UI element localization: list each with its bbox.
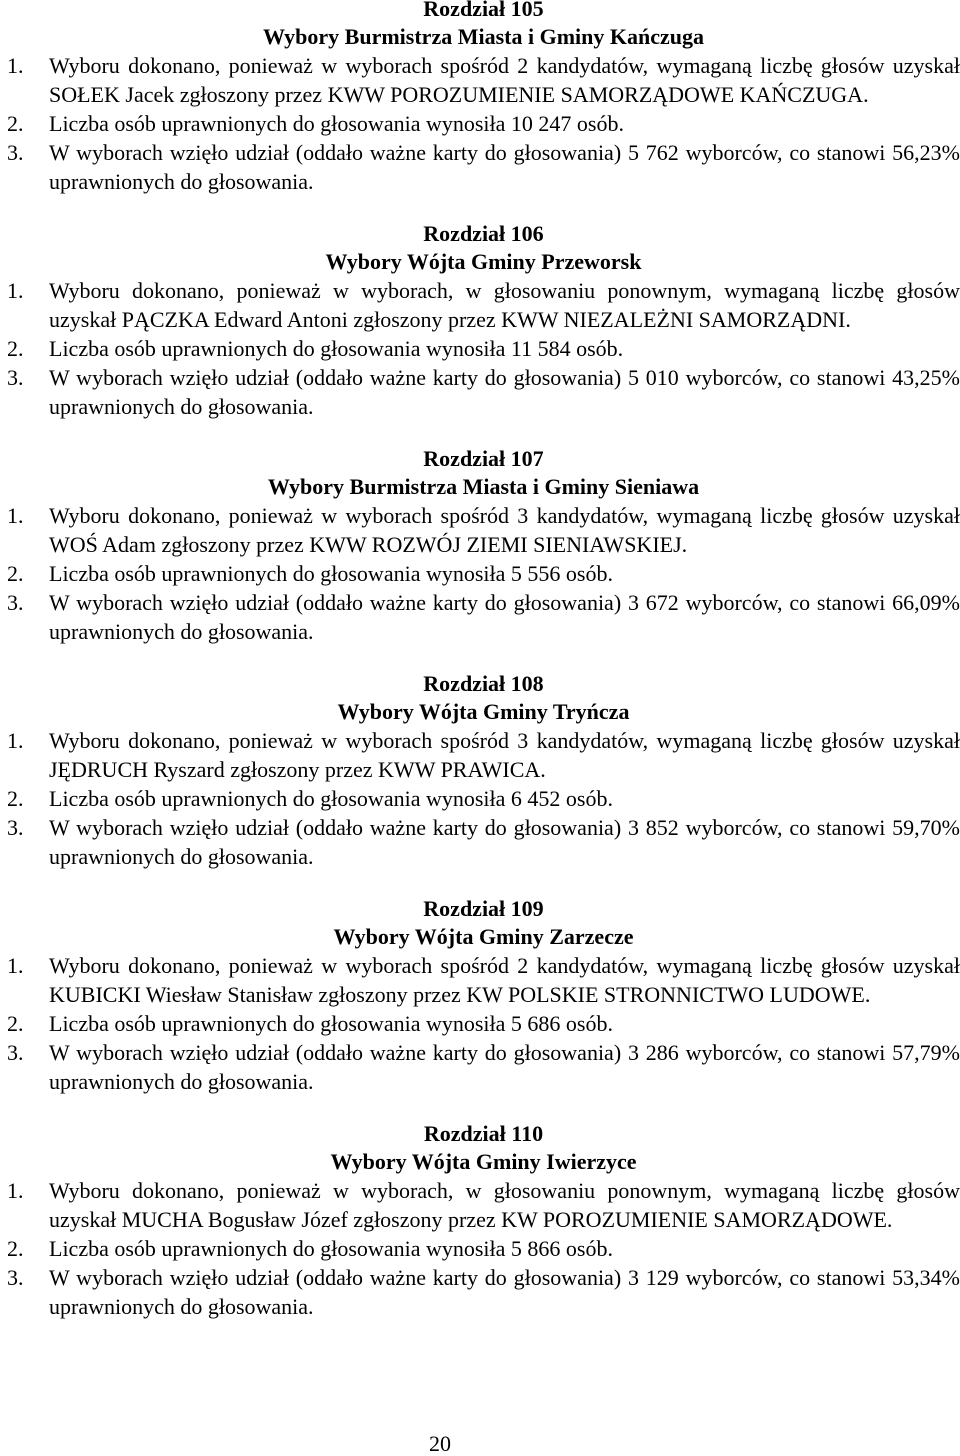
item-text: Liczba osób uprawnionych do głosowania wynosiła 11 584 osób. (49, 336, 624, 361)
item-number: 2. (7, 336, 24, 361)
list-item (7, 1234, 960, 1263)
list-item (7, 1038, 960, 1096)
item-number: 2. (7, 1011, 24, 1036)
item-text: Liczba osób uprawnionych do głosowania wynosiła 5 556 osób. (49, 561, 613, 586)
chapter-title: Wybory Wójta Gminy Iwierzyce (330, 1149, 637, 1174)
document-content (7, 0, 960, 1345)
item-number: 3. (7, 590, 24, 615)
chapter-110 (7, 1120, 960, 1321)
item-number: 3. (7, 1265, 24, 1290)
list-item (7, 138, 960, 196)
item-text: Wyboru dokonano, ponieważ w wyborach spośród 2 kandydatów, wymaganą liczbę głosów uzyskał SOŁEK Jacek zgłoszony przez KWW POROZUMIENIE SAMORZĄDOWE KAŃCZUGA. (49, 53, 960, 107)
chapter-number: Rozdział 110 (423, 1121, 544, 1146)
item-text: W wyborach wzięło udział (oddało ważne karty do głosowania) 3 852 wyborców, co stanowi 59,70% uprawnionych do głosowania. (49, 815, 960, 869)
list-item (7, 726, 960, 784)
list-item (7, 51, 960, 109)
item-text: Wyboru dokonano, ponieważ w wyborach spośród 3 kandydatów, wymaganą liczbę głosów uzyskał WOŚ Adam zgłoszony przez KWW ROZWÓJ ZIEMI SIENIAWSKIEJ. (49, 503, 960, 557)
chapter-number: Rozdział 107 (423, 446, 544, 471)
item-number: 2. (7, 786, 24, 811)
list-item (7, 813, 960, 871)
list-item (7, 334, 960, 363)
item-text: W wyborach wzięło udział (oddało ważne karty do głosowania) 5 010 wyborców, co stanowi 43,25% uprawnionych do głosowania. (49, 365, 960, 419)
chapter-title: Wybory Wójta Gminy Przeworsk (325, 249, 642, 274)
item-text: Wyboru dokonano, ponieważ w wyborach spośród 2 kandydatów, wymaganą liczbę głosów uzyskał KUBICKI Wiesław Stanisław zgłoszony przez KW POLSKIE STRONNICTWO LUDOWE. (49, 953, 960, 1007)
item-text: W wyborach wzięło udział (oddało ważne karty do głosowania) 3 286 wyborców, co stanowi 57,79% uprawnionych do głosowania. (49, 1040, 960, 1094)
list-item (7, 951, 960, 1009)
item-text: W wyborach wzięło udział (oddało ważne karty do głosowania) 3 672 wyborców, co stanowi 66,09% uprawnionych do głosowania. (49, 590, 960, 644)
item-text: Liczba osób uprawnionych do głosowania wynosiła 10 247 osób. (49, 111, 624, 136)
list-item (7, 1263, 960, 1321)
list-item (7, 501, 960, 559)
chapter-number: Rozdział 105 (423, 0, 544, 21)
item-number: 2. (7, 561, 24, 586)
item-number: 2. (7, 1236, 24, 1261)
chapter-number: Rozdział 108 (423, 671, 544, 696)
chapter-108 (7, 670, 960, 871)
list-item (7, 588, 960, 646)
item-number: 1. (7, 953, 24, 978)
item-text: Liczba osób uprawnionych do głosowania wynosiła 5 866 osób. (49, 1236, 613, 1261)
item-text: W wyborach wzięło udział (oddało ważne karty do głosowania) 5 762 wyborców, co stanowi 56,23% uprawnionych do głosowania. (49, 140, 960, 194)
list-item (7, 559, 960, 588)
list-item (7, 1176, 960, 1234)
chapter-title: Wybory Wójta Gminy Tryńcza (337, 699, 630, 724)
item-number: 1. (7, 53, 24, 78)
item-text: Wyboru dokonano, ponieważ w wyborach, w głosowaniu ponownym, wymaganą liczbę głosów uzyskał PĄCZKA Edward Antoni zgłoszony przez KWW NIEZALEŻNI SAMORZĄDNI. (49, 278, 960, 332)
chapter-106 (7, 220, 960, 421)
item-number: 1. (7, 503, 24, 528)
item-number: 1. (7, 1178, 24, 1203)
list-item (7, 363, 960, 421)
chapter-109 (7, 895, 960, 1096)
chapter-number: Rozdział 109 (423, 896, 544, 921)
chapter-105 (7, 0, 960, 196)
item-text: Liczba osób uprawnionych do głosowania wynosiła 6 452 osób. (49, 786, 613, 811)
list-item (7, 1009, 960, 1038)
chapter-title: Wybory Burmistrza Miasta i Gminy Kańczuga (263, 24, 704, 49)
item-number: 3. (7, 815, 24, 840)
chapter-number: Rozdział 106 (423, 221, 544, 246)
chapter-107 (7, 445, 960, 646)
item-number: 3. (7, 140, 24, 165)
chapter-title: Wybory Wójta Gminy Zarzecze (333, 924, 634, 949)
list-item (7, 784, 960, 813)
item-number: 3. (7, 365, 24, 390)
item-text: W wyborach wzięło udział (oddało ważne karty do głosowania) 3 129 wyborców, co stanowi 53,34% uprawnionych do głosowania. (49, 1265, 960, 1319)
item-number: 1. (7, 728, 24, 753)
list-item (7, 109, 960, 138)
item-number: 1. (7, 278, 24, 303)
item-number: 2. (7, 111, 24, 136)
list-item (7, 276, 960, 334)
item-text: Liczba osób uprawnionych do głosowania wynosiła 5 686 osób. (49, 1011, 613, 1036)
item-text: Wyboru dokonano, ponieważ w wyborach, w głosowaniu ponownym, wymaganą liczbę głosów uzyskał MUCHA Bogusław Józef zgłoszony przez KW POROZUMIENIE SAMORZĄDOWE. (49, 1178, 960, 1232)
chapter-title: Wybory Burmistrza Miasta i Gminy Sieniawa (267, 474, 700, 499)
item-number: 3. (7, 1040, 24, 1065)
page-number: 20 (429, 1431, 451, 1456)
item-text: Wyboru dokonano, ponieważ w wyborach spośród 3 kandydatów, wymaganą liczbę głosów uzyskał JĘDRUCH Ryszard zgłoszony przez KWW PRAWICA. (49, 728, 960, 782)
